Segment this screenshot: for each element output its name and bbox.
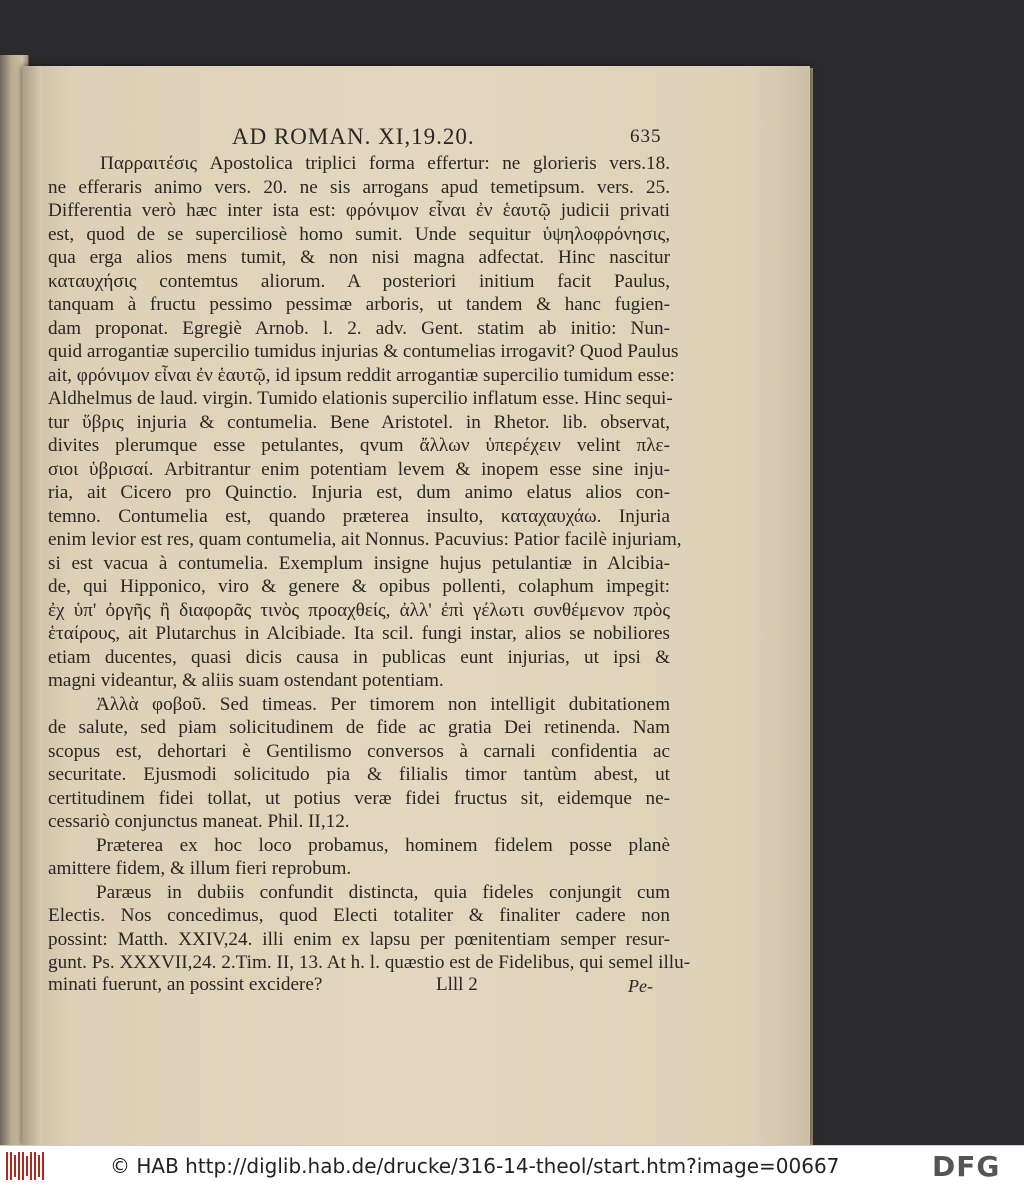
page-spine-shadow — [22, 66, 42, 1145]
copyright-url[interactable]: © HAB http://diglib.hab.de/drucke/316-14-theol/start.htm?image=00667 — [110, 1154, 840, 1178]
text-line: enim levior est res, quam contumelia, ait Nonnus. Pacuvius: Patior facilè injuriam, — [48, 529, 682, 550]
hab-logo-icon — [6, 1152, 46, 1180]
running-head-title: AD ROMAN. XI,19.20. — [232, 124, 475, 149]
text-line: ait, φρόνιμον εἶναι ἐν ἑαυτῷ, id ipsum reddit arrogantiæ supercilio tumidum esse: — [48, 364, 675, 386]
text-line: certitudinem fidei tollat, ut potius veræ fidei fructus sit, eidemque ne- — [48, 787, 670, 809]
text-line: tanquam à fructu pessimo pessimæ arboris, ut tandem & hanc fugien- — [48, 294, 670, 315]
text-line: de, qui Hipponico, viro & genere & opibus pollenti, colaphum impegit: — [48, 576, 670, 597]
text-line: ne efferaris animo vers. 20. ne sis arrogans apud temetipsum. vers. 25. — [48, 176, 670, 198]
last-text-line: minati fuerunt, an possint excidere? — [48, 974, 323, 995]
text-line: dam proponat. Egregiè Arnob. l. 2. adv. Gent. statim ab initio: Nun- — [48, 317, 670, 339]
text-line: Παρραιτέσις Apostolica triplici forma effertur: ne glorieris vers.18. — [100, 153, 670, 174]
text-line: amittere fidem, & illum fieri reprobum. — [48, 858, 352, 879]
text-line: quid arrogantiæ supercilio tumidus injurias & contumelias irrogavit? Quod Paulus — [48, 341, 679, 362]
text-line: Aldhelmus de laud. virgin. Tumido elationis supercilio inflatum esse. Hinc sequi- — [48, 388, 673, 409]
text-line: magni videantur, & aliis suam ostendant potentiam. — [48, 670, 444, 691]
text-line: Electis. Nos concedimus, quod Electi totaliter & finaliter cadere non — [48, 905, 670, 926]
text-line: Differentia verò hæc inter ista est: φρόνιμον εἶναι ἐν ἑαυτῷ judicii privati — [48, 200, 670, 221]
text-line: σιοι ὑβρισαί. Arbitrantur enim potentiam levem & inopem esse sine inju- — [48, 458, 670, 480]
text-line: Ἀλλὰ φοβοῦ. Sed timeas. Per timorem non intelligit dubitationem — [96, 693, 670, 715]
text-line: ἐχ ὑπ' ὀργῆς ἢ διαφορᾶς τινὸς προαχθείς, ἀλλ' ἐπὶ γέλωτι συνθέμενον πρὸς — [48, 599, 670, 621]
page-number: 635 — [630, 126, 662, 147]
text-line: Paræus in dubiis confundit distincta, quia fideles conjungit cum — [96, 881, 670, 903]
body-text — [48, 152, 691, 975]
signature-mark: Llll 2 — [436, 974, 478, 995]
text-line: scopus est, dehortari è Gentilismo conversos à carnali confidentia ac — [48, 740, 670, 762]
catchword: Pe- — [628, 976, 653, 996]
text-line: Præterea ex hoc loco probamus, hominem fidelem posse planè — [96, 834, 670, 856]
text-line: qua erga alios mens tumit, & non nisi magna adfectat. Hinc nascitur — [48, 247, 670, 268]
text-line: si est vacua à contumelia. Exemplum insigne hujus petulantiæ in Alcibia- — [48, 552, 670, 574]
text-line: ria, ait Cicero pro Quinctio. Injuria est, dum animo elatus alios con- — [48, 482, 670, 503]
text-line: etiam ducentes, quasi dicis causa in publicas eunt injurias, ut ipsi & — [48, 646, 670, 668]
text-line: temno. Contumelia est, quando præterea insulto, καταχαυχάω. Injuria — [48, 505, 670, 527]
footer-bar — [0, 1145, 1024, 1186]
text-line: tur ὕβρις injuria & contumelia. Bene Aristotel. in Rhetor. lib. observat, — [48, 411, 670, 433]
text-line: divites plerumque esse petulantes, qvum ἄλλων ὑπερέχειν velint πλε- — [48, 435, 670, 456]
text-line: securitate. Ejusmodi solicitudo pia & filialis timor tantùm abest, ut — [48, 764, 670, 785]
text-line: possint: Matth. XXIV,24. illi enim ex lapsu per pœnitentiam semper resur- — [48, 928, 670, 950]
text-line: est, quod de se superciliosè homo sumit. Unde sequitur ὑψηλοφρόνησις, — [48, 223, 670, 245]
running-head — [0, 124, 1024, 152]
dfg-logo: DFG — [932, 1150, 1001, 1183]
text-line: de salute, sed piam solicitudinem de fide ac gratia Dei retinenda. Nam — [48, 717, 670, 738]
text-line: gunt. Ps. XXXVII,24. 2.Tim. II, 13. At h. l. quæstio est de Fidelibus, qui semel illu- — [48, 952, 691, 973]
text-line: cessariò conjunctus maneat. Phil. II,12. — [48, 811, 350, 832]
text-line: καταυχήσις contemtus aliorum. A posteriori initium facit Paulus, — [48, 270, 670, 292]
text-line: ἑταίρους, ait Plutarchus in Alcibiade. Ita scil. fungi instar, alios se nobiliores — [48, 623, 670, 644]
